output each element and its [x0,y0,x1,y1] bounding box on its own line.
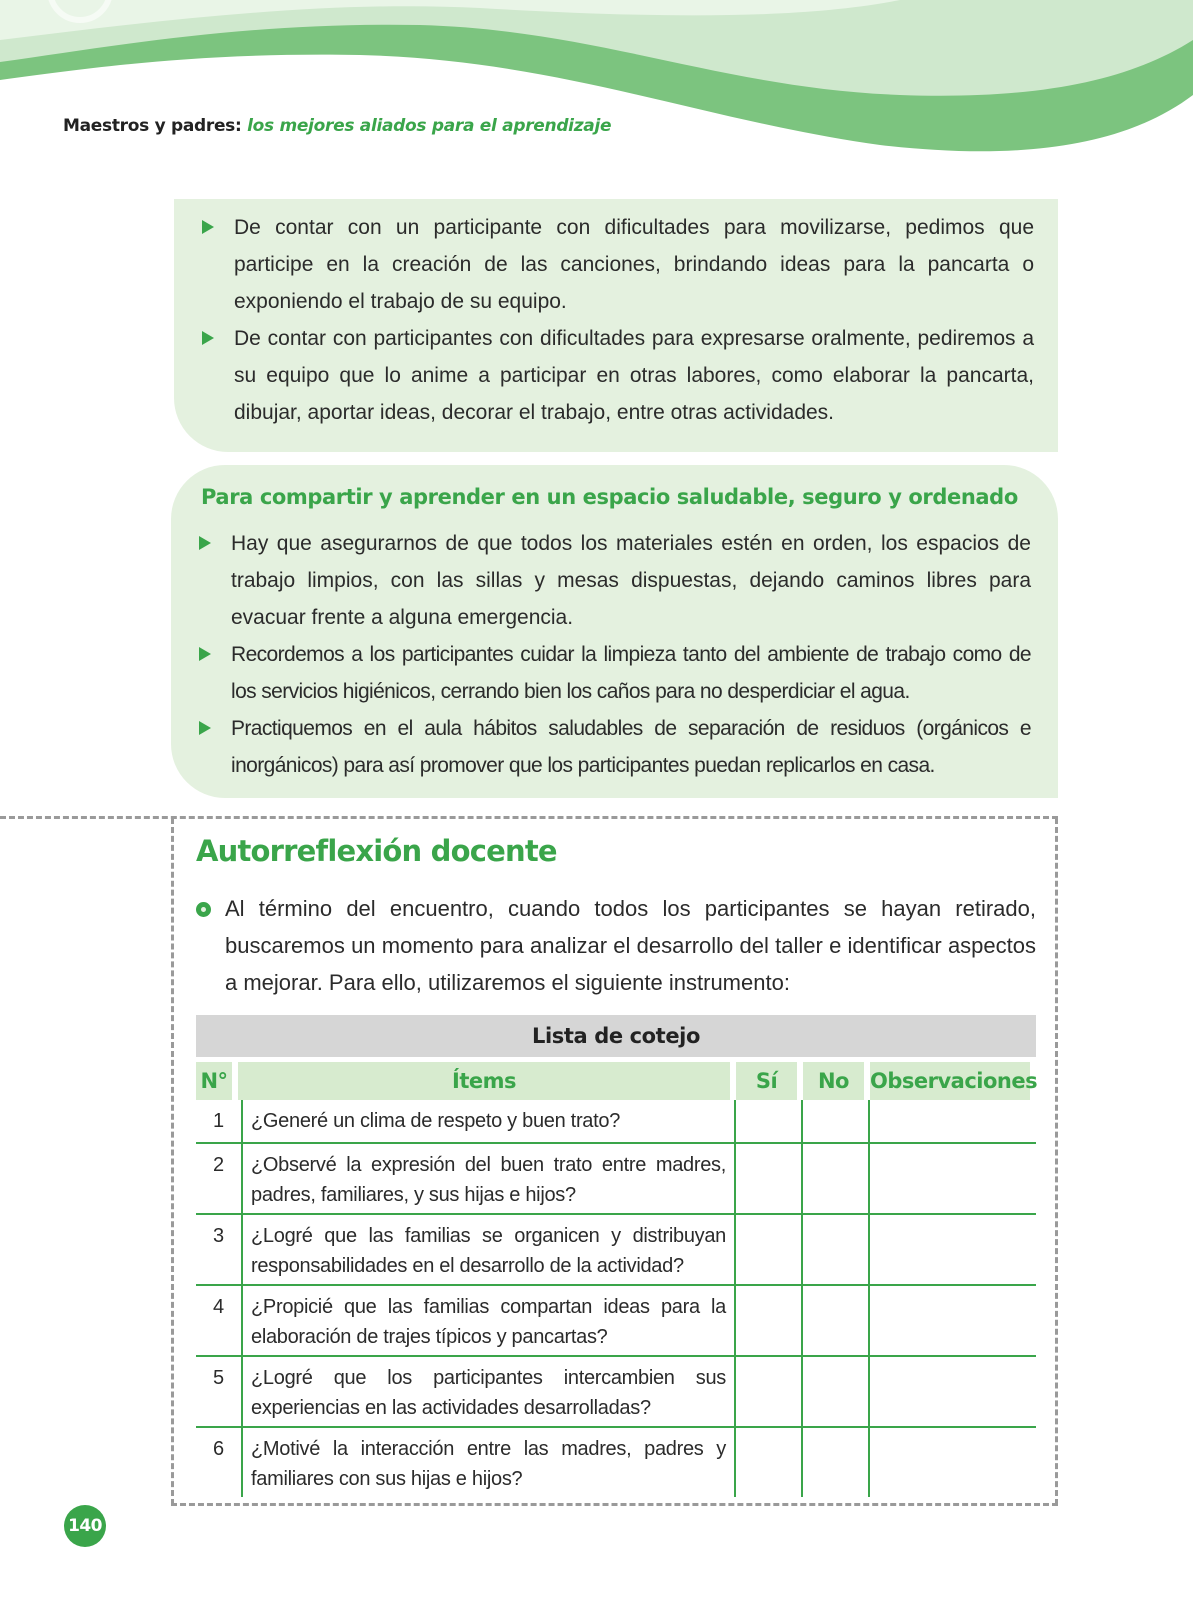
running-header-prefix: Maestros y padres: [63,116,242,136]
arrow-bullet-icon [202,331,214,345]
si-cell[interactable] [734,1144,801,1213]
bullet-text: De contar con participantes con dificultades para expresarse oralmente, pediremos a su equipo que lo anime a participar en otras labores, como elaborar la pancarta, dibujar, aportar ideas, decorar el trabajo, entre otras actividades. [234,327,1034,424]
row-item-text: ¿Propicié que las familias compartan ideas para la elaboración de trajes típicos y pancartas? [241,1286,734,1355]
header-no: No [803,1062,864,1100]
no-cell[interactable] [801,1286,868,1355]
row-item-text: ¿Logré que los participantes intercambien sus experiencias en las actividades desarrolladas? [241,1357,734,1426]
adaptations-list [202,209,1034,431]
observaciones-cell[interactable] [868,1357,1036,1426]
dashed-frame-left [171,818,174,1505]
no-cell[interactable] [801,1215,868,1284]
header-observaciones: Observaciones [870,1062,1030,1100]
dashed-frame-bottom [171,1503,1058,1506]
table-row [196,1144,1036,1215]
table-row [196,1215,1036,1286]
row-number: 2 [212,1154,225,1176]
si-cell[interactable] [734,1357,801,1426]
header-items: Ítems [238,1062,730,1100]
dashed-frame-right [1055,818,1058,1505]
bullet-text: Hay que asegurarnos de que todos los materiales estén en orden, los espacios de trabajo limpios, con las sillas y mesas dispuestas, dejando caminos libres para evacuar frente a alguna emergencia. [231,532,1031,629]
table-row [196,1286,1036,1357]
header-si: Sí [736,1062,797,1100]
intro-text: Al término del encuentro, cuando todos los participantes se hayan retirado, buscaremos un momento para analizar el desarrollo del taller e identificar aspectos a mejorar. Para ello, utilizaremos el siguiente instrumento: [225,896,1036,995]
table-row [196,1100,1036,1144]
bullet-text: Practiquemos en el aula hábitos saludables de separación de residuos (orgánicos e inorgánicos) para así promover que los participantes puedan replicarlos en casa. [231,717,1031,777]
row-number: 6 [212,1438,225,1460]
row-number: 4 [212,1296,225,1318]
row-item-text: ¿Logré que las familias se organicen y distribuyan responsabilidades en el desarrollo de la actividad? [241,1215,734,1284]
observaciones-cell[interactable] [868,1428,1036,1497]
header-num: N° [196,1062,232,1100]
si-cell[interactable] [734,1215,801,1284]
arrow-bullet-icon [199,721,211,735]
bullet-text: De contar con un participante con dificultades para movilizarse, pedimos que participe en la creación de las canciones, brindando ideas para la pancarta o exponiendo el trabajo de su equipo. [234,216,1034,313]
bullet-text: Recordemos a los participantes cuidar la limpieza tanto del ambiente de trabajo como de los servicios higiénicos, cerrando bien los caños para no desperdiciar el agua. [231,643,1031,703]
table-row [196,1428,1036,1497]
list-item [202,320,1034,431]
circle-bullet-icon [196,902,211,917]
no-cell[interactable] [801,1100,868,1142]
arrow-bullet-icon [199,536,211,550]
si-cell[interactable] [734,1286,801,1355]
arrow-bullet-icon [202,220,214,234]
checklist-table [196,1015,1036,1497]
list-item [202,209,1034,320]
row-number: 1 [212,1110,225,1132]
running-header [63,116,611,136]
observaciones-cell[interactable] [868,1286,1036,1355]
healthy-space-title: Para compartir y aprender en un espacio saludable, seguro y ordenado [201,485,1018,509]
row-number: 5 [212,1367,225,1389]
dashed-divider-top [0,816,1058,819]
table-header-row [196,1062,1036,1100]
table-caption: Lista de cotejo [196,1015,1036,1057]
list-item [199,636,1031,710]
table-row [196,1357,1036,1428]
observaciones-cell[interactable] [868,1215,1036,1284]
row-item-text: ¿Motivé la interacción entre las madres, padres y familiares con sus hijas e hijos? [241,1428,734,1497]
no-cell[interactable] [801,1144,868,1213]
list-item [199,525,1031,636]
running-header-subtitle: los mejores aliados para el aprendizaje [247,116,612,136]
row-number: 3 [212,1225,225,1247]
list-item [199,710,1031,784]
intro-paragraph [196,890,1036,1001]
no-cell[interactable] [801,1428,868,1497]
healthy-space-box [171,465,1058,798]
observaciones-cell[interactable] [868,1100,1036,1142]
page-number-badge: 140 [64,1505,106,1547]
row-item-text: ¿Observé la expresión del buen trato entre madres, padres, familiares, y sus hijas e hijos? [241,1144,734,1213]
observaciones-cell[interactable] [868,1144,1036,1213]
header-wave-decoration [0,0,1193,160]
si-cell[interactable] [734,1100,801,1142]
si-cell[interactable] [734,1428,801,1497]
row-item-text: ¿Generé un clima de respeto y buen trato? [241,1100,734,1142]
no-cell[interactable] [801,1357,868,1426]
section-title: Autorreflexión docente [196,834,557,868]
arrow-bullet-icon [199,647,211,661]
adaptations-box [174,199,1058,452]
healthy-space-list [199,525,1031,784]
